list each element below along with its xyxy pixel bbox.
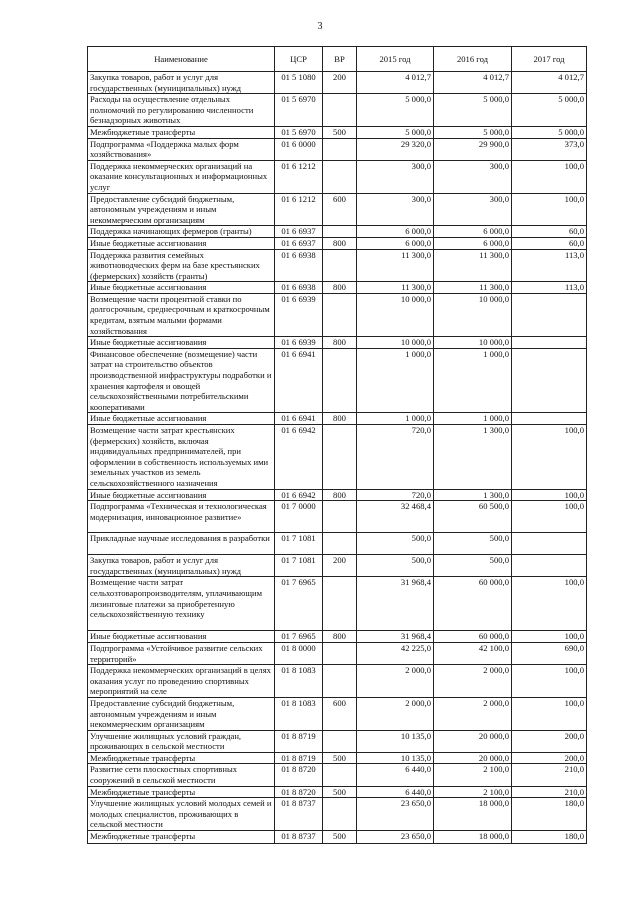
cell-2015: 23 650,0: [357, 798, 434, 831]
cell-vr: 800: [323, 237, 357, 249]
header-vr: ВР: [323, 47, 357, 72]
cell-2015: 32 468,4: [357, 501, 434, 533]
cell-csr: 01 8 1083: [275, 665, 323, 698]
cell-2015: 5 000,0: [357, 94, 434, 127]
cell-2016: 1 000,0: [434, 348, 512, 413]
cell-2016: 18 000,0: [434, 798, 512, 831]
cell-2015: 2 000,0: [357, 697, 434, 730]
cell-name: Прикладные научные исследования в разработки: [88, 533, 275, 555]
cell-2017: 200,0: [512, 752, 587, 764]
cell-2017: 690,0: [512, 642, 587, 664]
cell-2017: 113,0: [512, 249, 587, 282]
cell-name: Иные бюджетные ассигнования: [88, 337, 275, 349]
cell-2017: 100,0: [512, 665, 587, 698]
cell-name: Поддержка некоммерческих организаций в целях оказания услуг по проведению спортивных мероприятий на селе: [88, 665, 275, 698]
table-row: [88, 94, 587, 127]
cell-vr: [323, 138, 357, 160]
cell-2015: 4 012,7: [357, 72, 434, 94]
table-row: [88, 72, 587, 94]
cell-2017: [512, 533, 587, 555]
table-row: [88, 697, 587, 730]
cell-vr: [323, 249, 357, 282]
cell-csr: 01 6 6938: [275, 249, 323, 282]
cell-2016: 5 000,0: [434, 126, 512, 138]
cell-name: Закупка товаров, работ и услуг для государственных (муниципальных) нужд: [88, 555, 275, 577]
cell-name: Иные бюджетные ассигнования: [88, 282, 275, 294]
cell-vr: 800: [323, 489, 357, 501]
cell-2015: 720,0: [357, 489, 434, 501]
cell-vr: 500: [323, 126, 357, 138]
cell-2017: 100,0: [512, 193, 587, 226]
cell-2015: 300,0: [357, 160, 434, 193]
cell-csr: 01 6 6939: [275, 337, 323, 349]
cell-csr: 01 6 0000: [275, 138, 323, 160]
cell-2016: 60 500,0: [434, 501, 512, 533]
cell-2015: 1 000,0: [357, 348, 434, 413]
cell-name: Поддержка некоммерческих организаций на оказание консультационных и информационных услуг: [88, 160, 275, 193]
cell-vr: [323, 501, 357, 533]
cell-csr: 01 6 6942: [275, 425, 323, 490]
cell-2016: 2 000,0: [434, 665, 512, 698]
cell-csr: 01 5 1080: [275, 72, 323, 94]
cell-2016: 10 000,0: [434, 293, 512, 336]
cell-vr: 200: [323, 555, 357, 577]
cell-2017: [512, 293, 587, 336]
cell-vr: [323, 226, 357, 238]
cell-2015: 720,0: [357, 425, 434, 490]
cell-2015: 10 135,0: [357, 730, 434, 752]
cell-name: Возмещение части процентной ставки по долгосрочным, среднесрочным и краткосрочным кредитам, взятым малыми формами хозяйствования: [88, 293, 275, 336]
cell-2016: 5 000,0: [434, 94, 512, 127]
cell-2017: 200,0: [512, 730, 587, 752]
cell-vr: 600: [323, 193, 357, 226]
cell-name: Закупка товаров, работ и услуг для государственных (муниципальных) нужд: [88, 72, 275, 94]
cell-vr: [323, 533, 357, 555]
cell-csr: 01 8 8737: [275, 831, 323, 844]
cell-2016: 1 300,0: [434, 489, 512, 501]
cell-2017: 100,0: [512, 160, 587, 193]
cell-2017: 100,0: [512, 631, 587, 643]
cell-2016: 20 000,0: [434, 752, 512, 764]
cell-name: Иные бюджетные ассигнования: [88, 489, 275, 501]
cell-2017: 100,0: [512, 425, 587, 490]
cell-2015: 6 000,0: [357, 226, 434, 238]
cell-csr: 01 6 1212: [275, 160, 323, 193]
cell-name: Подпрограмма «Устойчивое развитие сельских территорий»: [88, 642, 275, 664]
cell-name: Межбюджетные трансферты: [88, 126, 275, 138]
cell-2015: 10 000,0: [357, 337, 434, 349]
cell-vr: 800: [323, 337, 357, 349]
cell-2016: 18 000,0: [434, 831, 512, 844]
table-row: [88, 193, 587, 226]
cell-2017: [512, 555, 587, 577]
cell-name: Улучшение жилищных условий граждан, проживающих в сельской местности: [88, 730, 275, 752]
cell-2017: 180,0: [512, 798, 587, 831]
cell-csr: 01 6 6938: [275, 282, 323, 294]
cell-name: Развитие сети плоскостных спортивных сооружений в сельской местности: [88, 764, 275, 786]
cell-2016: 500,0: [434, 555, 512, 577]
cell-name: Подпрограмма «Техническая и технологическая модернизация, инновационное развитие»: [88, 501, 275, 533]
table-row: [88, 425, 587, 490]
table-row: [88, 126, 587, 138]
cell-name: Финансовое обеспечение (возмещение) части затрат на строительство объектов производственной инфраструктуры подработки и хранения картофеля и овощей сельскохозяйственными потребительскими кооперативами: [88, 348, 275, 413]
table-row: [88, 413, 587, 425]
cell-2016: 29 900,0: [434, 138, 512, 160]
cell-2016: 4 012,7: [434, 72, 512, 94]
cell-name: Подпрограмма «Поддержка малых форм хозяйствования»: [88, 138, 275, 160]
cell-vr: [323, 642, 357, 664]
cell-2016: 42 100,0: [434, 642, 512, 664]
cell-csr: 01 8 1083: [275, 697, 323, 730]
table-row: [88, 665, 587, 698]
table-row: [88, 337, 587, 349]
header-2017: 2017 год: [512, 47, 587, 72]
cell-2016: 2 100,0: [434, 786, 512, 798]
table-row: [88, 533, 587, 555]
cell-2016: 60 000,0: [434, 631, 512, 643]
cell-vr: 800: [323, 413, 357, 425]
cell-2017: [512, 348, 587, 413]
cell-2016: 6 000,0: [434, 237, 512, 249]
cell-csr: 01 8 8720: [275, 786, 323, 798]
cell-csr: 01 5 6970: [275, 94, 323, 127]
cell-vr: [323, 577, 357, 631]
cell-vr: [323, 665, 357, 698]
cell-2015: 11 300,0: [357, 282, 434, 294]
cell-name: Предоставление субсидий бюджетным, автономным учреждениям и иным некоммерческим организациям: [88, 697, 275, 730]
cell-name: Иные бюджетные ассигнования: [88, 413, 275, 425]
cell-csr: 01 7 6965: [275, 631, 323, 643]
table-row: [88, 577, 587, 631]
cell-2017: [512, 337, 587, 349]
cell-2017: 60,0: [512, 226, 587, 238]
cell-name: Поддержка развития семейных животноводческих ферм на базе крестьянских (фермерских) хозяйств (гранты): [88, 249, 275, 282]
cell-2017: 100,0: [512, 501, 587, 533]
page-number: 3: [317, 21, 323, 32]
table-row: [88, 249, 587, 282]
table-row: [88, 226, 587, 238]
table-row: [88, 752, 587, 764]
cell-csr: 01 7 0000: [275, 501, 323, 533]
cell-2017: 373,0: [512, 138, 587, 160]
table-row: [88, 786, 587, 798]
cell-vr: 500: [323, 831, 357, 844]
cell-2016: 2 100,0: [434, 764, 512, 786]
cell-2015: 42 225,0: [357, 642, 434, 664]
cell-name: Межбюджетные трансферты: [88, 752, 275, 764]
cell-vr: [323, 798, 357, 831]
table-row: [88, 160, 587, 193]
cell-2017: 4 012,7: [512, 72, 587, 94]
cell-2017: 60,0: [512, 237, 587, 249]
cell-2017: 5 000,0: [512, 94, 587, 127]
cell-2015: 23 650,0: [357, 831, 434, 844]
table-row: [88, 282, 587, 294]
budget-table: [87, 46, 587, 844]
cell-2015: 5 000,0: [357, 126, 434, 138]
table-row: [88, 489, 587, 501]
cell-2015: 29 320,0: [357, 138, 434, 160]
cell-vr: 200: [323, 72, 357, 94]
table-row: [88, 764, 587, 786]
cell-csr: 01 8 8720: [275, 764, 323, 786]
cell-2017: 180,0: [512, 831, 587, 844]
cell-2015: 10 000,0: [357, 293, 434, 336]
table-row: [88, 831, 587, 844]
cell-2015: 1 000,0: [357, 413, 434, 425]
cell-2016: 20 000,0: [434, 730, 512, 752]
cell-2017: 100,0: [512, 697, 587, 730]
table-body: [88, 72, 587, 844]
cell-csr: 01 6 6941: [275, 348, 323, 413]
table-row: [88, 138, 587, 160]
table-row: [88, 348, 587, 413]
cell-name: Межбюджетные трансферты: [88, 786, 275, 798]
cell-vr: [323, 94, 357, 127]
table-row: [88, 555, 587, 577]
cell-csr: 01 7 6965: [275, 577, 323, 631]
cell-vr: 600: [323, 697, 357, 730]
table-row: [88, 730, 587, 752]
table-header-row: [88, 47, 587, 72]
cell-2016: 10 000,0: [434, 337, 512, 349]
table-row: [88, 293, 587, 336]
cell-name: Поддержка начинающих фермеров (гранты): [88, 226, 275, 238]
table-row: [88, 798, 587, 831]
cell-2015: 11 300,0: [357, 249, 434, 282]
cell-csr: 01 7 1081: [275, 555, 323, 577]
cell-2015: 6 000,0: [357, 237, 434, 249]
cell-2016: 2 000,0: [434, 697, 512, 730]
cell-2015: 2 000,0: [357, 665, 434, 698]
cell-2017: 5 000,0: [512, 126, 587, 138]
header-csr: ЦСР: [275, 47, 323, 72]
table-row: [88, 501, 587, 533]
cell-csr: 01 6 6937: [275, 226, 323, 238]
cell-csr: 01 6 6941: [275, 413, 323, 425]
cell-2016: 6 000,0: [434, 226, 512, 238]
cell-csr: 01 5 6970: [275, 126, 323, 138]
table-row: [88, 631, 587, 643]
cell-2017: 210,0: [512, 764, 587, 786]
cell-csr: 01 6 6939: [275, 293, 323, 336]
cell-2016: 300,0: [434, 160, 512, 193]
cell-2016: 1 300,0: [434, 425, 512, 490]
cell-2016: 60 000,0: [434, 577, 512, 631]
cell-vr: 800: [323, 282, 357, 294]
cell-csr: 01 8 8719: [275, 752, 323, 764]
cell-2015: 31 968,4: [357, 631, 434, 643]
cell-2016: 11 300,0: [434, 249, 512, 282]
cell-vr: [323, 730, 357, 752]
cell-vr: [323, 160, 357, 193]
cell-2017: 210,0: [512, 786, 587, 798]
cell-2015: 31 968,4: [357, 577, 434, 631]
header-name: Наименование: [88, 47, 275, 72]
cell-name: Возмещение части затрат сельхозтоваропроизводителям, уплачивающим лизинговые платежи за приобретенную сельскохозяйственную технику: [88, 577, 275, 631]
cell-csr: 01 6 6937: [275, 237, 323, 249]
cell-2016: 1 000,0: [434, 413, 512, 425]
cell-vr: [323, 293, 357, 336]
cell-csr: 01 6 6942: [275, 489, 323, 501]
cell-name: Предоставление субсидий бюджетным, автономным учреждениям и иным некоммерческим организациям: [88, 193, 275, 226]
cell-2017: 100,0: [512, 489, 587, 501]
header-2015: 2015 год: [357, 47, 434, 72]
cell-vr: [323, 764, 357, 786]
header-2016: 2016 год: [434, 47, 512, 72]
cell-2017: [512, 413, 587, 425]
cell-csr: 01 8 8737: [275, 798, 323, 831]
table-row: [88, 642, 587, 664]
cell-2017: 100,0: [512, 577, 587, 631]
cell-2016: 500,0: [434, 533, 512, 555]
cell-vr: 500: [323, 786, 357, 798]
table-row: [88, 237, 587, 249]
cell-2016: 300,0: [434, 193, 512, 226]
cell-2015: 10 135,0: [357, 752, 434, 764]
cell-name: Улучшение жилищных условий молодых семей и молодых специалистов, проживающих в сельской местности: [88, 798, 275, 831]
cell-name: Иные бюджетные ассигнования: [88, 237, 275, 249]
cell-2015: 500,0: [357, 533, 434, 555]
cell-vr: [323, 425, 357, 490]
cell-vr: 800: [323, 631, 357, 643]
cell-2015: 6 440,0: [357, 764, 434, 786]
cell-2016: 11 300,0: [434, 282, 512, 294]
cell-2015: 6 440,0: [357, 786, 434, 798]
cell-csr: 01 6 1212: [275, 193, 323, 226]
cell-name: Возмещение части затрат крестьянских (фермерских) хозяйств, включая индивидуальных предпринимателей, при оформлении в собственность используемых ими земельных участков из земель сельскохозяйственного назначения: [88, 425, 275, 490]
cell-vr: [323, 348, 357, 413]
cell-csr: 01 8 0000: [275, 642, 323, 664]
cell-name: Иные бюджетные ассигнования: [88, 631, 275, 643]
cell-name: Межбюджетные трансферты: [88, 831, 275, 844]
cell-2017: 113,0: [512, 282, 587, 294]
cell-csr: 01 7 1081: [275, 533, 323, 555]
cell-csr: 01 8 8719: [275, 730, 323, 752]
cell-2015: 500,0: [357, 555, 434, 577]
cell-name: Расходы на осуществление отдельных полномочий по регулированию численности безнадзорных животных: [88, 94, 275, 127]
cell-vr: 500: [323, 752, 357, 764]
cell-2015: 300,0: [357, 193, 434, 226]
